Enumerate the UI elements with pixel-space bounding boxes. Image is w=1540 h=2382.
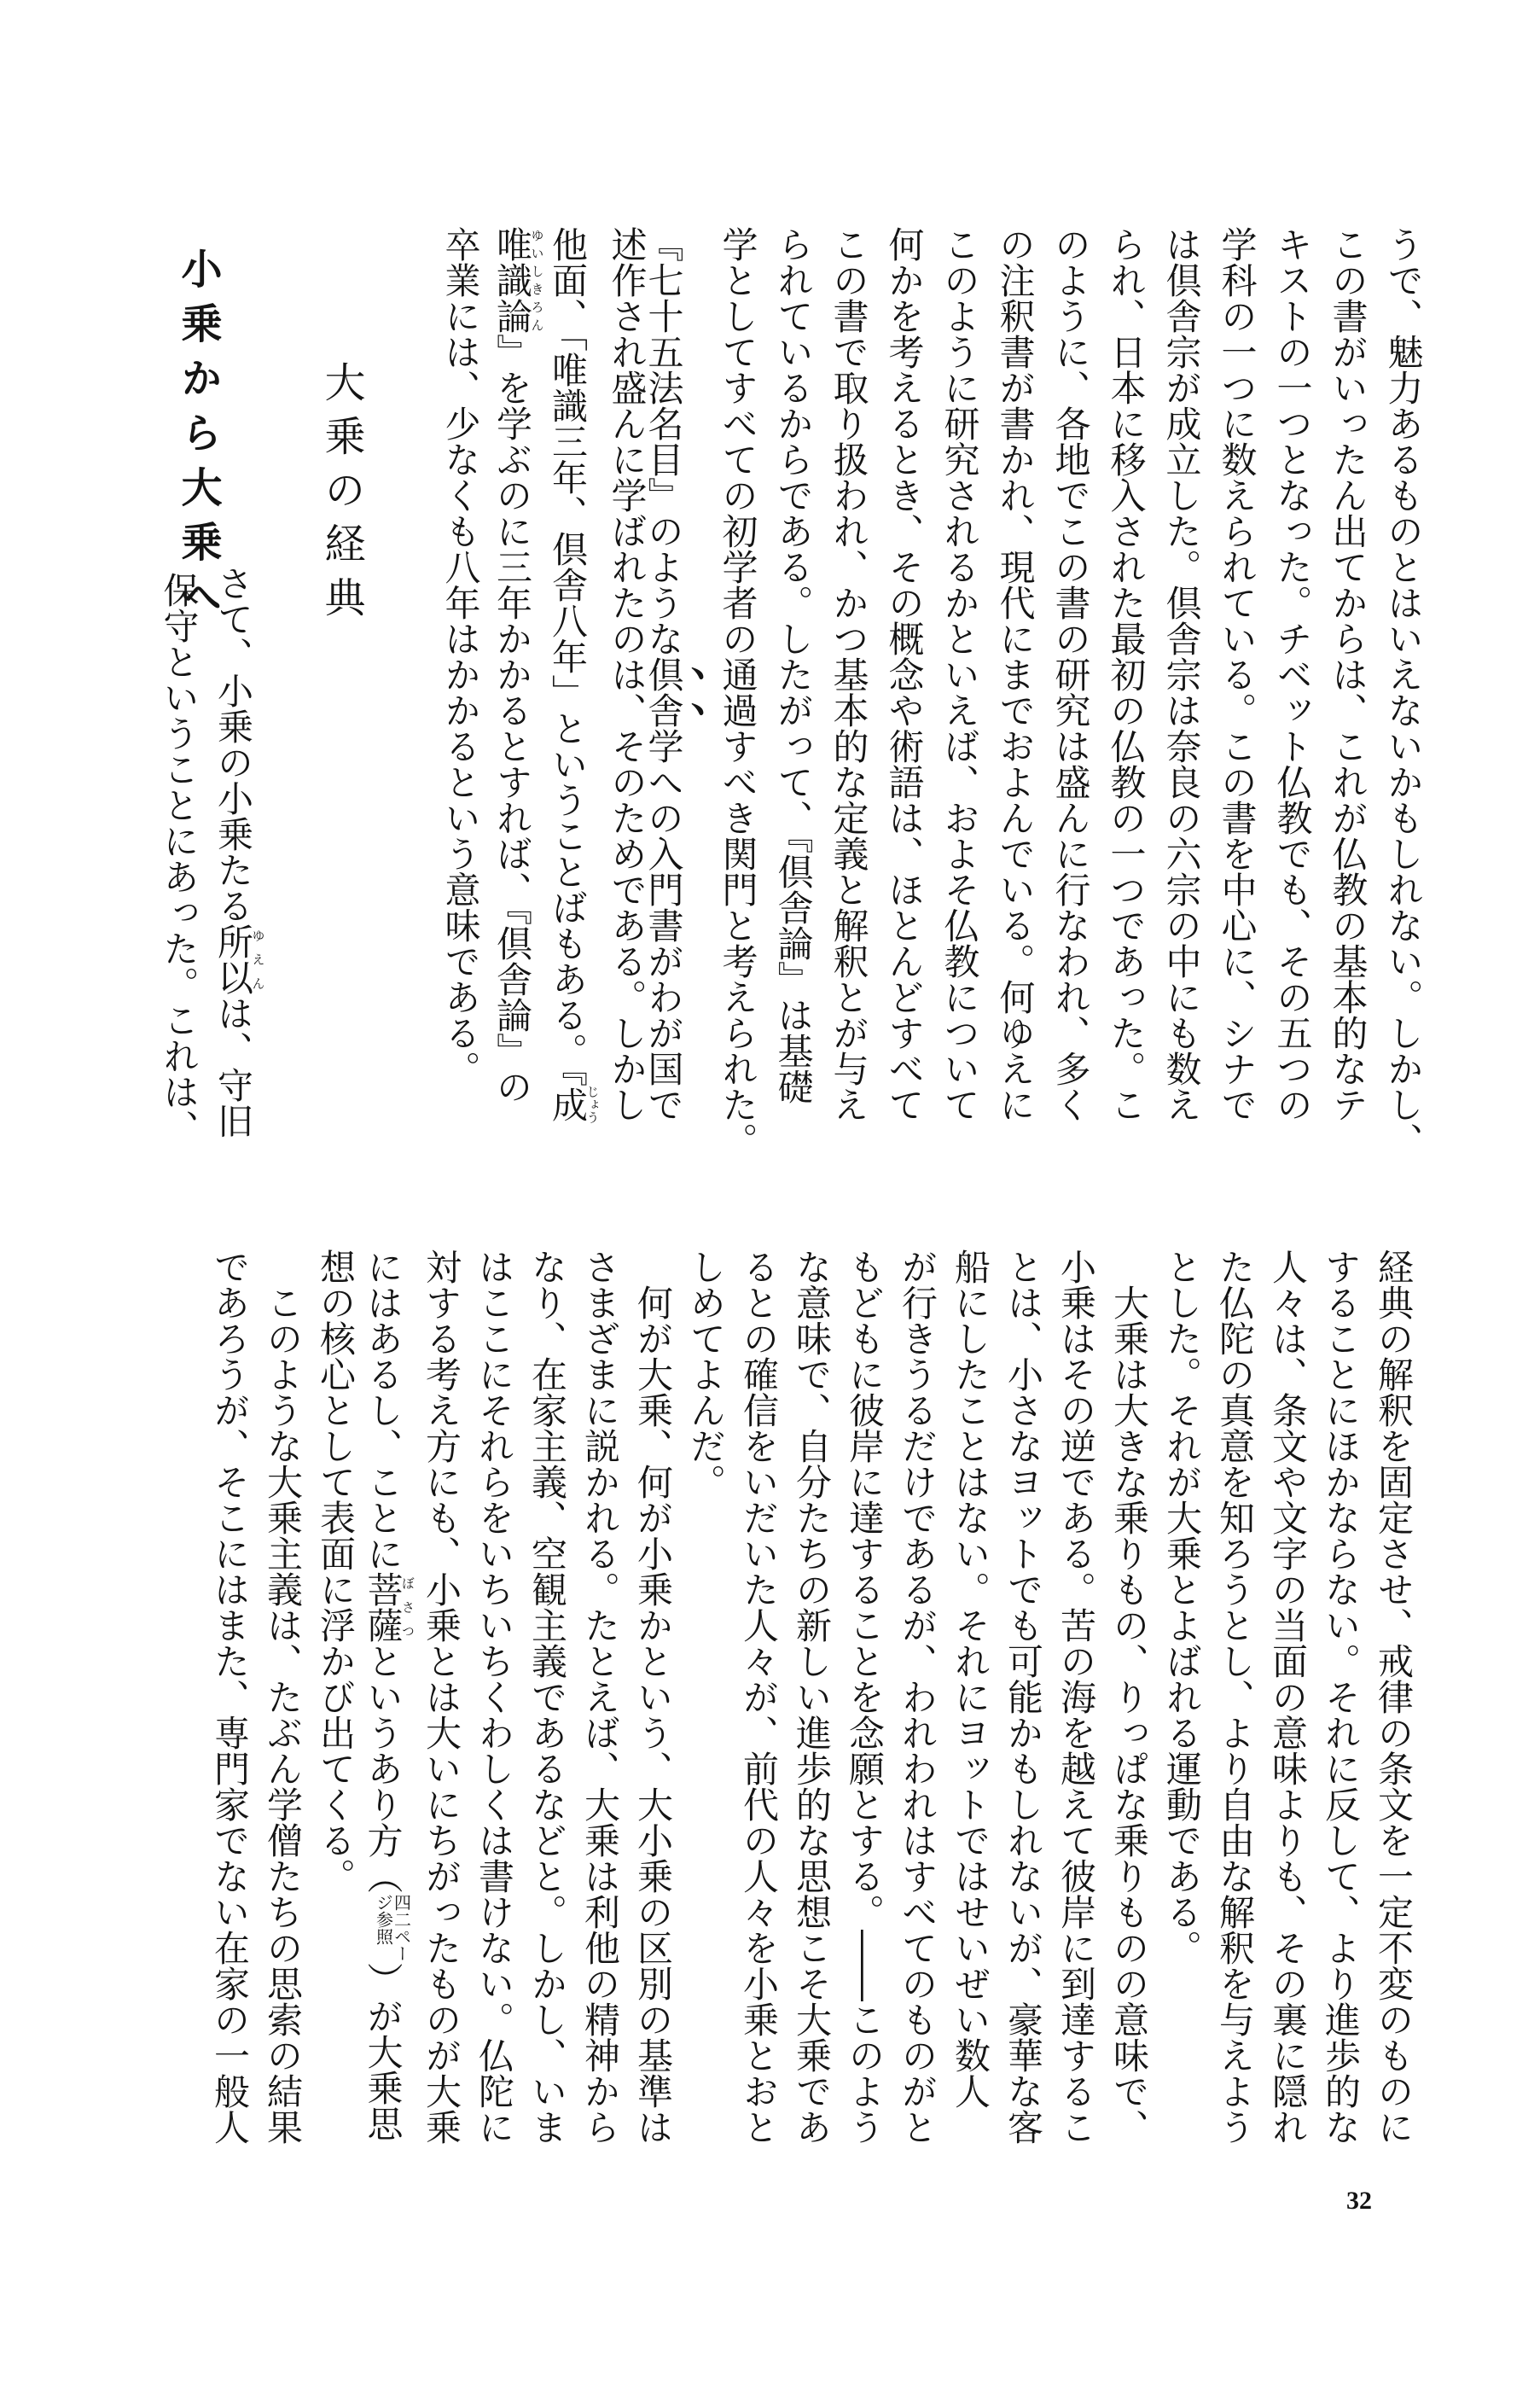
text-run: が行きうるだけであるが、われわれはすべてのものがと [897, 1249, 939, 2145]
text-run: 『七十五法名目』のような [642, 226, 685, 656]
text-column [1208, 1249, 1261, 2145]
text-column [1314, 1249, 1367, 2145]
text-column [1265, 226, 1321, 1122]
text-run: た仏陀の真意を知ろうとし、より自由な解釈を与えよう [1214, 1249, 1256, 2145]
ruby-base: 成 [547, 1085, 589, 1124]
text-run: のように、各地でこの書の研究は盛んに行なわれ、多く [1049, 226, 1092, 1122]
text-column [1376, 226, 1432, 1158]
text-column [626, 1249, 679, 2145]
emphasized-text: 倶舎 [642, 656, 685, 728]
text-column [1210, 226, 1265, 1122]
text-column [785, 1249, 838, 2145]
text-run: 対する考え方にも、小乗とは大いにちがったものが大乗 [421, 1249, 462, 2145]
text-run: は、守旧 [212, 995, 254, 1139]
text-run: 保守ということにあった。これは、 [158, 572, 200, 1145]
text-run: この書がいったん出てからは、これが仏教の基本的なテ [1327, 226, 1369, 1122]
ruby-reading: じょう [584, 1085, 601, 1124]
ruby-text [362, 1571, 416, 1643]
text-run: 学としてすべての初学者の通過すべき関門と考えられた。 [717, 226, 759, 1158]
text-run: 何かを考えるとき、その概念や術語は、ほとんどすべて [883, 226, 926, 1122]
text-run: られているからである。したがって、『倶舎論』は基礎 [772, 226, 815, 1104]
ruby-base: 唯識論 [491, 226, 533, 334]
text-column [520, 1249, 573, 2145]
text-column [1367, 1249, 1420, 2145]
ruby-base: 菩薩 [362, 1571, 404, 1643]
text-column [1099, 226, 1154, 1122]
text-run: 想の核心として表面に浮かび出てくる。 [315, 1249, 357, 1894]
text-column [489, 226, 544, 1104]
text-column [309, 1249, 362, 1894]
text-run: の注釈書が書かれ、現代にまでおよんでいる。何ゆえに [994, 226, 1037, 1122]
text-run: 船にしたことはない。それにヨットではせいぜい数人 [950, 1249, 991, 2109]
text-column [544, 226, 600, 1124]
text-column [732, 1249, 785, 2145]
text-column [877, 226, 933, 1122]
side-heading: 小乗から大乗へ [174, 248, 222, 630]
inline-note-line: ジ参照 [373, 1894, 394, 1945]
ruby-reading: ぼさつ [400, 1571, 416, 1643]
text-column [433, 226, 489, 1086]
text-run: 学科の一つに数えられている。この書を中心に、シナで [1216, 226, 1258, 1122]
text-column [468, 1249, 520, 2145]
text-run: ）が大乗思 [362, 1962, 404, 2141]
text-run: な意味で、自分たちの新しい進歩的な思想こそ大乗であ [791, 1249, 833, 2145]
text-column [988, 226, 1043, 1122]
text-column [944, 1249, 997, 2109]
text-run: このような大乗主義は、たぶん学僧たちの思索の結果 [262, 1249, 304, 2145]
text-run: さまざまに説かれる。たとえば、大乗は利他の精神から [579, 1249, 621, 2145]
text-column [256, 1249, 309, 2145]
text-run: るとの確信をいだいた人々が、前代の人々を小乗とおと [738, 1249, 780, 2145]
text-run: さて、小乗の小乗たる [212, 529, 254, 923]
text-column [933, 226, 988, 1122]
text-run: このように研究されるかといえば、およそ仏教について [939, 226, 981, 1122]
text-run: にはあるし、ことに [362, 1249, 404, 1571]
ruby-reading: ゆいしきろん [529, 226, 545, 334]
text-column [838, 1249, 891, 2145]
ruby-text [547, 1085, 601, 1124]
ruby-text [212, 923, 266, 995]
text-run: しめてよんだ。 [685, 1249, 727, 1500]
text-column [1043, 226, 1099, 1122]
text-column [1155, 1249, 1208, 1966]
text-column [711, 226, 766, 1158]
text-run: 』を学ぶのに三年かかるとすれば、『倶舎論』の [491, 334, 533, 1104]
text-run: というあり方（ [362, 1643, 404, 1894]
text-run: もどもに彼岸に達することを念願とする。――このよう [844, 1249, 886, 2145]
text-column [203, 1249, 256, 2145]
text-run: 何が大乗、何が小乗かという、大小乗の区別の基準は [632, 1249, 674, 2145]
text-run: なり、在家主義、空観主義であるなどと。しかし、いま [526, 1249, 568, 2145]
text-run: 他面、「唯識三年、倶舎八年」ということばもある。『 [547, 226, 589, 1086]
text-run: とした。それが大乗とよばれる運動である。 [1161, 1249, 1203, 1966]
text-run: は倶舎宗が成立した。倶舎宗は奈良の六宗の中にも数え [1160, 226, 1203, 1122]
text-column [1154, 226, 1210, 1122]
text-column [600, 226, 655, 1122]
text-run: キストの一つとなった。チベット仏教でも、その五つの [1271, 226, 1314, 1122]
text-column [891, 1249, 944, 2145]
text-column [362, 1249, 415, 2141]
text-column [152, 572, 207, 1145]
page-number: 32 [1346, 2187, 1372, 2215]
text-run: 卒業には、少なくも八年はかかるという意味である。 [439, 226, 482, 1086]
text-run: 学への入門書がわが国で [642, 728, 685, 1122]
section-heading: 大乗の経典 [317, 361, 365, 630]
text-column [1049, 1249, 1102, 2145]
text-column [1102, 1249, 1155, 2145]
text-column [415, 1249, 468, 2145]
ruby-reading: ゆえん [250, 923, 266, 995]
text-run: られ、日本に移入された最初の仏教の一つであった。こ [1105, 226, 1148, 1122]
text-column [573, 1249, 626, 2145]
ruby-base: 所以 [212, 923, 254, 995]
text-run: 小乗はその逆である。苦の海を越えて彼岸に到達するこ [1055, 1249, 1097, 2145]
text-column [1261, 1249, 1314, 2145]
text-column [1321, 226, 1376, 1122]
text-run: はここにそれらをいちいちくわしくは書けない。仏陀に [474, 1249, 515, 2145]
text-run: することにほかならない。それに反して、より進歩的な [1320, 1249, 1362, 2145]
text-column [642, 226, 711, 1122]
text-column [822, 226, 877, 1122]
text-run: であろうが、そこにはまた、専門家でない在家の一般人 [209, 1249, 251, 2145]
text-column [679, 1249, 732, 1500]
text-run: この書で取り扱われ、かつ基本的な定義と解釈とが与え [828, 226, 870, 1122]
text-column [766, 226, 822, 1104]
text-column [210, 529, 265, 1139]
ruby-text [491, 226, 545, 334]
text-run: 人々は、条文や文字の当面の意味よりも、その裏に隠れ [1267, 1249, 1309, 2145]
inline-note-line: 四二ペー [391, 1894, 412, 1962]
text-run: 大乗は大きな乗りもの、りっぱな乗りものの意味で、 [1108, 1249, 1150, 2145]
text-run: とは、小さなヨットでも可能かもしれないが、豪華な客 [1002, 1249, 1044, 2145]
text-run: 述作され盛んに学ばれたのは、そのためである。しかし [606, 226, 648, 1122]
text-run: うで、魅力あるものとはいえないかもしれない。しかし、 [1382, 226, 1425, 1158]
inline-note [375, 1894, 410, 1962]
text-run: 経典の解釈を固定させ、戒律の条文を一定不変のものに [1373, 1249, 1415, 2145]
text-column [997, 1249, 1049, 2145]
